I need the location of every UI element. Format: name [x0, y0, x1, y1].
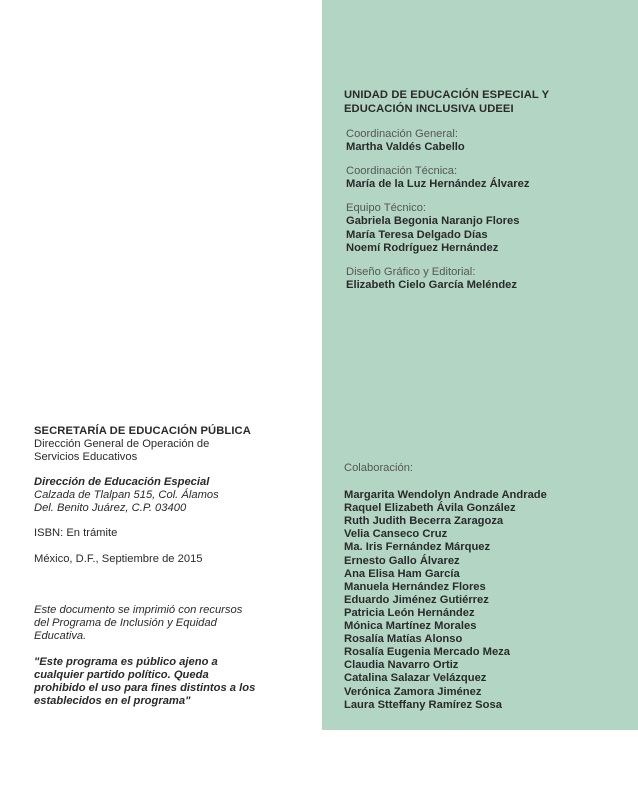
- credit-coordinacion-tecnica: [344, 165, 624, 191]
- credit-label: Diseño Gráfico y Editorial:: [346, 265, 476, 278]
- credit-name: Martha Valdés Cabello: [346, 141, 465, 154]
- colaborador-name: Ernesto Gallo Álvarez: [344, 554, 460, 567]
- disclaimer-line1: "Este programa es público ajeno a: [34, 656, 218, 668]
- colaborador-name: Verónica Zamora Jiménez: [344, 685, 482, 698]
- colaborador-name: Manuela Hernández Flores: [344, 580, 486, 593]
- credit-name: Gabriela Begonia Naranjo Flores: [346, 215, 520, 228]
- colaborador-name: Raquel Elizabeth Ávila González: [344, 502, 516, 515]
- disclaimer-line3: prohibido el uso para fines distintos a los: [34, 682, 256, 695]
- colaborador-name: Laura Stteffany Ramírez Sosa: [344, 698, 502, 711]
- credit-name: Noemí Rodríguez Hernández: [346, 241, 499, 254]
- colaborador-name: Mónica Martínez Morales: [344, 620, 477, 633]
- sep-direccion: Dirección de Educación Especial: [34, 476, 210, 489]
- disclaimer-line2: cualquier partido político. Queda: [34, 669, 209, 682]
- colaborador-name: Patricia León Hernández: [344, 606, 475, 619]
- credit-label: Coordinación General:: [346, 128, 458, 140]
- sep-isbn: ISBN: En trámite: [34, 527, 118, 540]
- unit-title-line2: EDUCACIÓN INCLUSIVA UDEEI: [344, 103, 514, 115]
- sep-dept-line2: Servicios Educativos: [34, 451, 138, 464]
- colaborador-name: Ana Elisa Ham García: [344, 567, 460, 580]
- disclaimer: [34, 656, 304, 708]
- sep-date: México, D.F., Septiembre de 2015: [34, 552, 203, 565]
- sep-title: SECRETARÍA DE EDUCACIÓN PÚBLICA: [34, 425, 251, 437]
- colaborador-name: Ruth Judith Becerra Zaragoza: [344, 515, 504, 528]
- colaborador-name: Eduardo Jiménez Gutiérrez: [344, 593, 489, 606]
- note-line3: Educativa.: [34, 630, 87, 643]
- note-line2: del Programa de Inclusión y Equidad: [34, 617, 217, 630]
- credit-diseno: [344, 266, 624, 292]
- funding-note: [34, 604, 304, 643]
- credit-coordinacion-general: [344, 128, 624, 154]
- colaboracion-section: [344, 462, 624, 712]
- colaborador-name: Velia Canseco Cruz: [344, 528, 448, 541]
- colaborador-name: Ma. Iris Fernández Márquez: [344, 541, 491, 554]
- sep-address-line2: Del. Benito Juárez, C.P. 03400: [34, 502, 187, 515]
- colaborador-name: Catalina Salazar Velázquez: [344, 672, 487, 685]
- credit-equipo-tecnico: [344, 202, 624, 254]
- sep-dept-line1: Dirección General de Operación de: [34, 438, 210, 450]
- credit-name: Elizabeth Cielo García Meléndez: [346, 278, 517, 291]
- note-line1: Este documento se imprimió con recursos: [34, 604, 243, 616]
- colaboracion-label: Colaboración:: [344, 462, 414, 474]
- credit-label: Equipo Técnico:: [346, 202, 427, 215]
- sep-address-line1: Calzada de Tlalpan 515, Col. Álamos: [34, 489, 219, 502]
- colaborador-name: Margarita Wendolyn Andrade Andrade: [344, 489, 547, 502]
- unit-title-line1: UNIDAD DE EDUCACIÓN ESPECIAL Y: [344, 89, 550, 101]
- colaborador-name: Rosalía Matías Alonso: [344, 633, 463, 646]
- disclaimer-line4: establecidos en el programa": [34, 695, 191, 708]
- credit-name: María de la Luz Hernández Álvarez: [346, 178, 530, 191]
- colaborador-name: Rosalía Eugenia Mercado Meza: [344, 646, 510, 659]
- unit-credits: [344, 88, 624, 303]
- credit-name: María Teresa Delgado Días: [346, 228, 488, 241]
- sep-info: [34, 424, 304, 566]
- credit-label: Coordinación Técnica:: [346, 165, 458, 178]
- colaborador-name: Claudia Navarro Ortiz: [344, 659, 459, 672]
